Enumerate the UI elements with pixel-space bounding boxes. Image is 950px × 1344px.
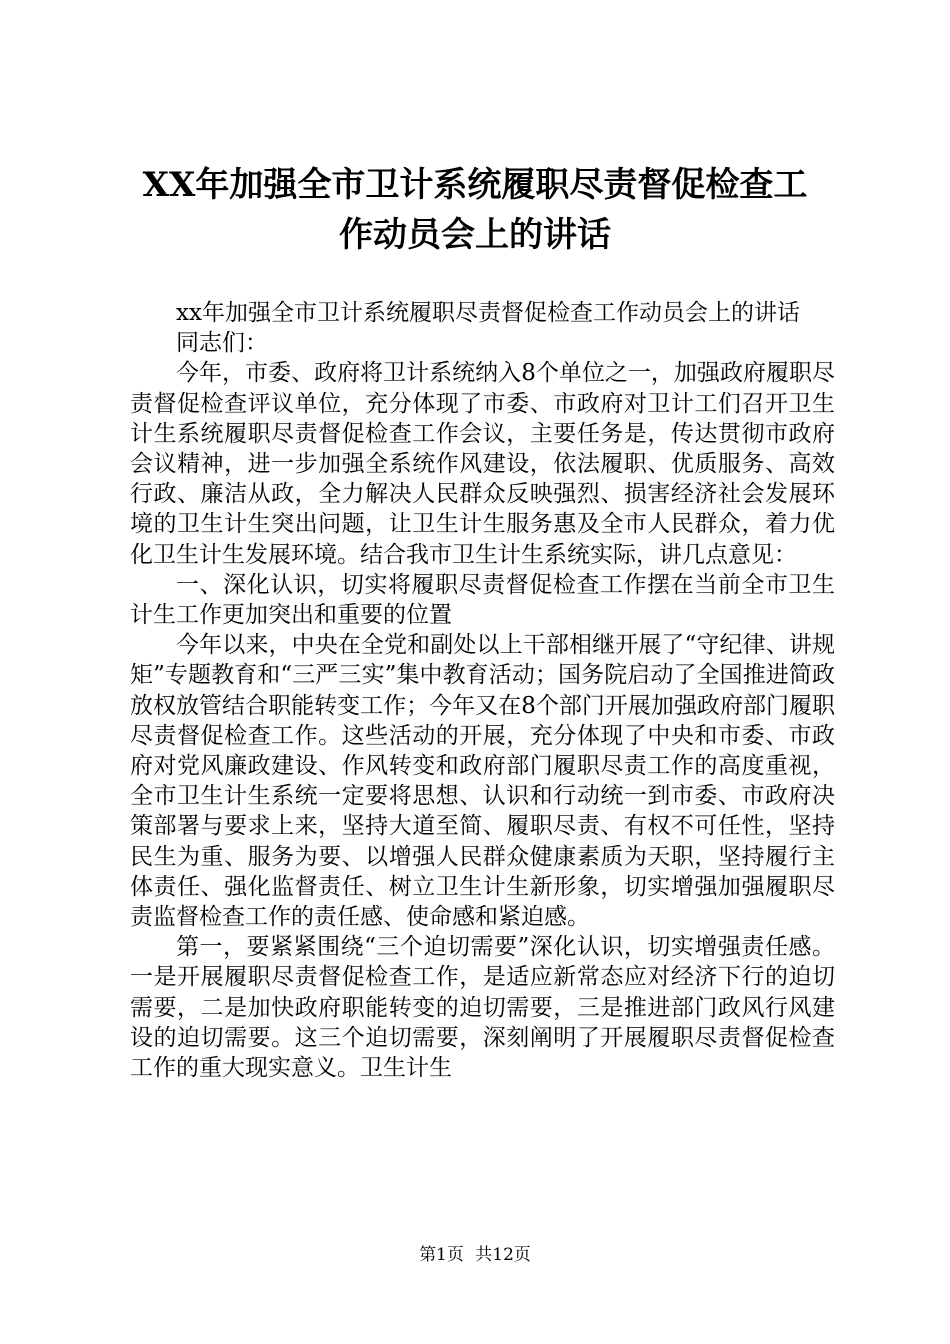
page-total: 共12页 bbox=[475, 1245, 531, 1265]
paragraph-subtitle: xx年加强全市卫计系统履职尽责督促检查工作动员会上的讲话 bbox=[176, 300, 800, 326]
paragraph-salutation: 同志们： bbox=[176, 330, 268, 357]
paragraph-body-1: 今年以来，中央在全党和副处以上干部相继开展了“守纪律、讲规矩”专题教育和“三严三实”集中教育活动；国务院启动了全国推进简政放权放管结合职能转变工作；今年又在8个部门开展加强政府部门履职尽责督促检查工作。这些活动的开展，充分体现了中央和市委、市政府对党风廉政建设、作风转变和政府部门履职尽责工作的高度重视，全市卫生计生系统一定要将思想、认识和行动统一到市委、市政府决策部署与要求上来，坚持大道至简、履职尽责、有权不可任性，坚持民生为重、服务为要、以增强人民群众健康素质为天职，坚持履行主体责任、强化监督责任、树立卫生计生新形象，切实增强加强履职尽责监督检查工作的责任感、使命感和紧迫感。 bbox=[130, 632, 835, 931]
page-footer bbox=[0, 1244, 950, 1266]
page-number: 第1页 bbox=[419, 1245, 464, 1265]
document-body bbox=[130, 298, 835, 1083]
title-line-1: XX年加强全市卫计系统履职尽责督促检查工 bbox=[142, 165, 808, 205]
paragraph-heading-1: 一、深化认识，切实将履职尽责督促检查工作摆在当前全市卫生计生工作更加突出和重要的位置 bbox=[130, 571, 835, 629]
document-title bbox=[110, 160, 840, 260]
title-line-2: 作动员会上的讲话 bbox=[339, 215, 611, 255]
paragraph-body-2: 第一，要紧紧围绕“三个迫切需要”深化认识，切实增强责任感。一是开展履职尽责督促检查工作，是适应新常态应对经济下行的迫切需要，二是加快政府职能转变的迫切需要，三是推进部门政风行风建设的迫切需要。这三个迫切需要，深刻阐明了开展履职尽责督促检查工作的重大现实意义。卫生计生 bbox=[130, 934, 835, 1082]
paragraph-intro: 今年，市委、政府将卫计系统纳入8个单位之一，加强政府履职尽责督促检查评议单位，充分体现了市委、市政府对卫计工们召开卫生计生系统履职尽责督促检查工作会议，主要任务是，传达贯彻市政府会议精神，进一步加强全系统作风建设，依法履职、优质服务、高效行政、廉洁从政，全力解决人民群众反映强烈、损害经济社会发展环境的卫生计生突出问题，让卫生计生服务惠及全市人民群众，着力优化卫生计生发展环境。结合我市卫生计生系统实际，讲几点意见： bbox=[130, 360, 835, 568]
